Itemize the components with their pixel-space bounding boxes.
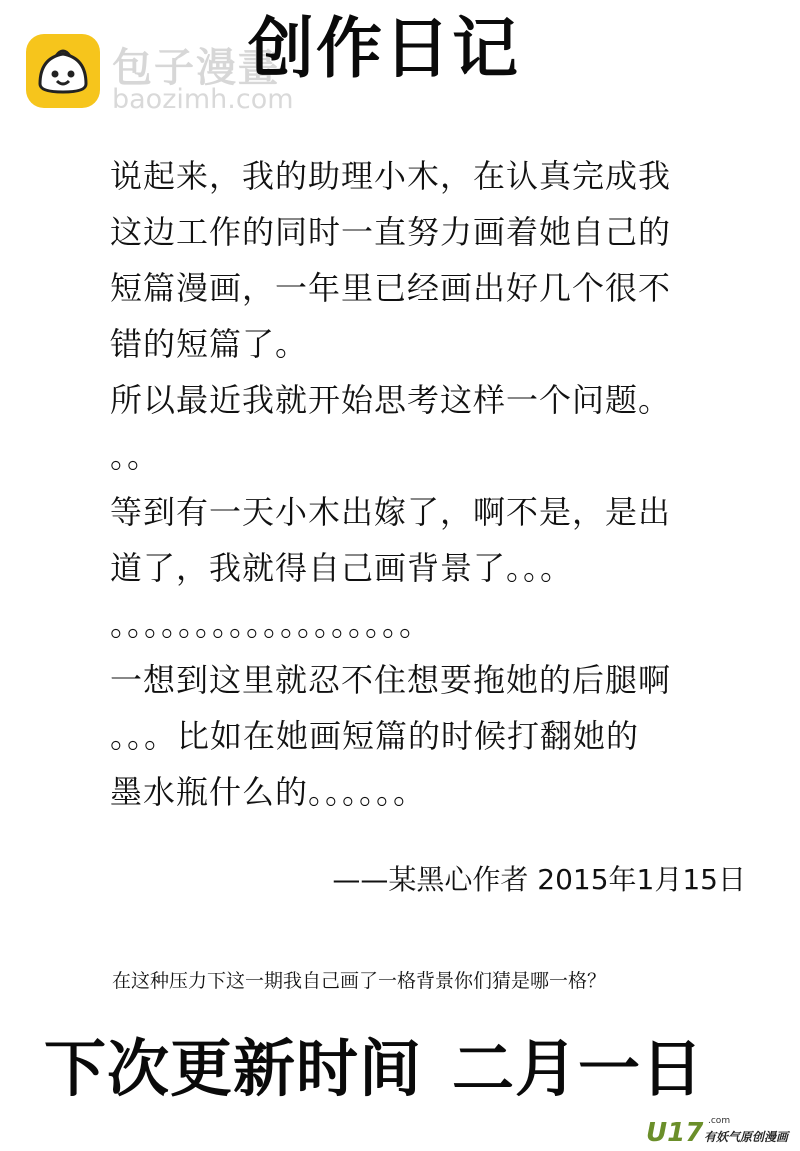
diary-line: 一想到这里就忍不住想要拖她的后腿啊 <box>110 661 672 699</box>
watermark-brand: 包子漫畫 <box>112 45 280 91</box>
watermark-url: baozimh.com <box>112 84 294 115</box>
author-signature: ——某黑心作者 2015年1月15日 <box>332 863 746 896</box>
bun-face-icon <box>26 34 100 108</box>
reader-question: 在这种压力下这一期我自己画了一格背景你们猜是哪一格？ <box>112 970 607 992</box>
diary-line: 短篇漫画，一年里已经画出好几个很不 <box>110 269 672 307</box>
diary-line: 所以最近我就开始思考这样一个问题。 <box>110 381 672 419</box>
diary-line: 。。 <box>110 437 161 475</box>
u17-logo <box>646 1116 789 1148</box>
diary-line: 。。。。。。。。。。。。。。。。。。 <box>110 605 433 643</box>
diary-line: 这边工作的同时一直努力画着她自己的 <box>110 213 672 251</box>
u17-slogan: 有妖气原创漫画 <box>704 1130 789 1144</box>
page-title: 创作日记 <box>248 10 520 87</box>
diary-line: 。。。比如在她画短篇的时候打翻她的 <box>110 717 640 755</box>
next-update-date: 二月一日 <box>452 1032 705 1105</box>
diary-line: 说起来，我的助理小木，在认真完成我 <box>110 157 672 195</box>
u17-mark: U17 <box>646 1118 704 1148</box>
u17-domain: .com <box>708 1116 731 1126</box>
diary-body <box>110 148 710 820</box>
diary-line: 等到有一天小木出嫁了，啊不是，是出 <box>110 493 672 531</box>
next-update-label: 下次更新时间 <box>44 1032 423 1105</box>
diary-line: 错的短篇了。 <box>110 325 309 363</box>
diary-line: 道了，我就得自己画背景了。。。 <box>110 549 574 587</box>
diary-line: 墨水瓶什么的。。。。。。 <box>110 773 427 811</box>
next-update-banner <box>44 1032 705 1105</box>
